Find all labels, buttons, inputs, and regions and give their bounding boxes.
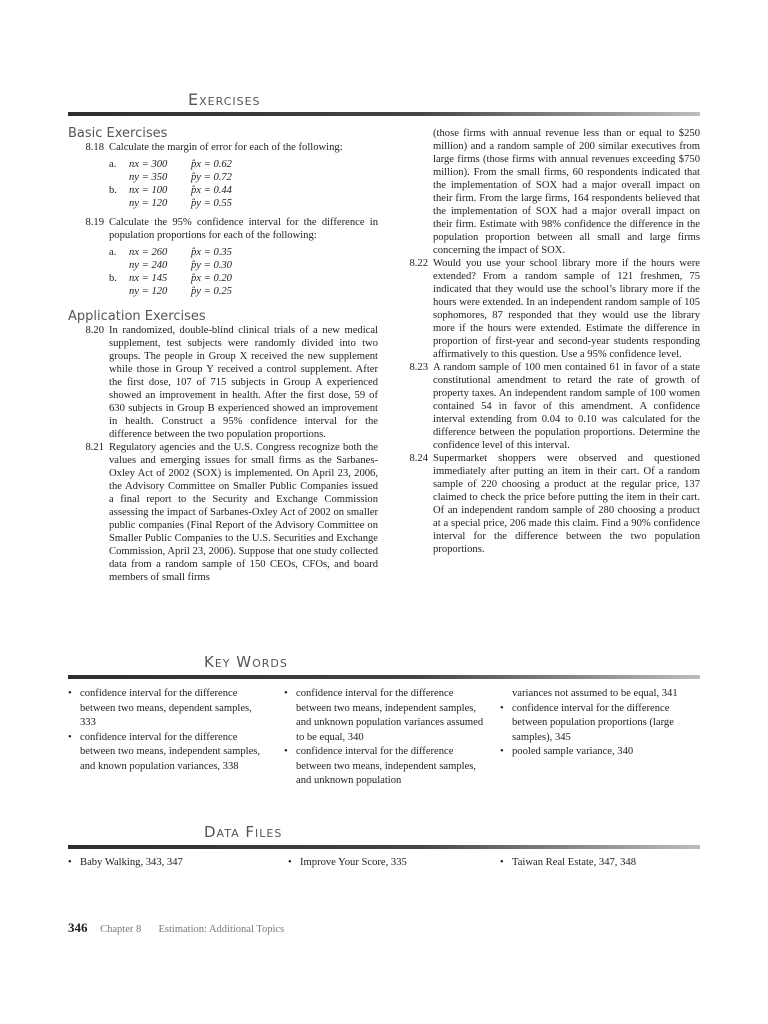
exercise-number: 8.18: [85, 142, 104, 153]
data-file-item: [68, 856, 268, 871]
sample-proportion: p̂x = 0.62: [191, 159, 232, 170]
sample-size: nx = 145: [129, 273, 168, 284]
data-file-text: Baby Walking, 343, 347: [80, 857, 183, 868]
part-label: b.: [109, 185, 117, 196]
bullet-icon: •: [68, 857, 72, 868]
exercise-text: (those firms with annual revenue less than or equal to $250 million) and a random sample of 200 similar executives from large firms (those firms with annual revenues exceeding $750 million). From the small firms, 60 respondents indicated that the implementation of SOX had a major overall impact on their firm. From the large firms, 164 respondents believed that the implementation of SOX had a major overall impact on their firm. Estimate with 98% confidence the difference in the population proportion between all small and large firms concerning the impact of SOX.: [433, 128, 700, 256]
key-word-text: variances not assumed to be equal, 341: [512, 688, 678, 699]
part-label: [109, 259, 119, 272]
part-label: a.: [109, 247, 117, 258]
key-words-column-1: [68, 687, 268, 774]
key-words-rule: [68, 675, 700, 679]
key-word-item: [284, 687, 484, 745]
sample-size: ny = 350: [129, 172, 168, 183]
left-column: [68, 126, 378, 584]
values-table: [109, 158, 378, 210]
key-word-text: confidence interval for the difference between two means, independent samples, and unknown population variances assumed to be equal, 340: [296, 688, 484, 743]
sample-size: ny = 240: [129, 260, 168, 271]
value-row: [109, 285, 378, 298]
page-number: 346: [68, 920, 88, 935]
exercise-text: Calculate the margin of error for each of the following:: [109, 142, 343, 153]
data-file-1: [68, 856, 268, 871]
continuation-indent: [392, 127, 433, 257]
application-exercises-heading: Application Exercises: [68, 309, 206, 324]
key-words-column-2: [284, 687, 484, 789]
data-files-title: Data Files: [204, 823, 283, 841]
part-label: [109, 285, 119, 298]
key-word-item: [68, 731, 268, 775]
sample-size: nx = 300: [129, 159, 168, 170]
key-word-text: pooled sample variance, 340: [512, 746, 634, 757]
bullet-icon: •: [500, 746, 504, 757]
sample-size: ny = 120: [129, 198, 168, 209]
bullet-icon: •: [284, 746, 288, 757]
sample-proportion: p̂x = 0.20: [191, 273, 232, 284]
sample-proportion: p̂y = 0.30: [191, 260, 232, 271]
exercise-8-20: [68, 324, 378, 441]
data-files-rule: [68, 845, 700, 849]
data-file-text: Improve Your Score, 335: [300, 857, 407, 868]
key-words-title: Key Words: [204, 653, 288, 671]
bullet-icon: •: [68, 688, 72, 699]
exercise-text: Calculate the 95% confidence interval for the difference in population proportions for each of the following:: [109, 217, 378, 241]
bullet-icon: •: [500, 857, 504, 868]
page-footer: [68, 920, 284, 936]
part-label: b.: [109, 273, 117, 284]
key-word-text: confidence interval for the difference between two means, dependent samples, 333: [80, 688, 252, 728]
key-word-continuation: [500, 687, 700, 702]
value-row: [109, 184, 378, 197]
value-row: [109, 158, 378, 171]
exercises-title: Exercises: [188, 90, 261, 109]
key-word-item: [500, 702, 700, 746]
exercise-8-18: [68, 141, 378, 212]
sample-size: ny = 120: [129, 286, 168, 297]
sample-proportion: p̂y = 0.25: [191, 286, 232, 297]
key-word-text: confidence interval for the difference between population proportions (large samples), 345: [512, 702, 674, 743]
key-word-item: [68, 687, 268, 731]
value-row: [109, 259, 378, 272]
value-row: [109, 246, 378, 259]
chapter-topic: Estimation: Additional Topics: [158, 924, 285, 935]
exercise-number: 8.23: [409, 362, 428, 373]
exercise-8-22: [392, 257, 700, 361]
value-row: [109, 272, 378, 285]
sample-size: nx = 260: [129, 247, 168, 258]
key-word-text: confidence interval for the difference between two means, independent samples, and unknown population: [296, 746, 477, 786]
key-word-text: confidence interval for the difference between two means, independent samples, and known population variances, 338: [80, 731, 261, 772]
key-word-item: [500, 745, 700, 760]
sample-proportion: p̂y = 0.72: [191, 172, 232, 183]
bullet-icon: •: [284, 688, 288, 699]
bullet-icon: •: [68, 731, 72, 743]
right-column: [392, 127, 700, 556]
exercise-8-21-continued: [392, 127, 700, 257]
bullet-icon: •: [288, 857, 292, 868]
data-file-3: [500, 856, 700, 871]
sample-proportion: p̂x = 0.44: [191, 185, 232, 196]
exercise-number: 8.20: [85, 325, 104, 336]
data-file-item: [500, 856, 700, 871]
bullet-icon: •: [500, 702, 504, 714]
exercise-text: A random sample of 100 men contained 61 in favor of a state constitutional amendment to retard the rate of growth of property taxes. An independent random sample of 100 women contained 54 in favor of this amendment. A confidence interval extending from 0.04 to 0.10 was calculated for the difference between the population proportions. Determine the confidence level of this interval.: [433, 362, 700, 451]
exercise-8-19: [68, 216, 378, 300]
exercise-8-21: [68, 441, 378, 584]
value-row: [109, 197, 378, 210]
sample-proportion: p̂y = 0.55: [191, 198, 232, 209]
exercise-number: 8.22: [409, 258, 428, 269]
data-file-text: Taiwan Real Estate, 347, 348: [512, 857, 636, 868]
sample-proportion: p̂x = 0.35: [191, 247, 232, 258]
exercises-rule: [68, 112, 700, 116]
sample-size: nx = 100: [129, 185, 168, 196]
chapter-label: Chapter 8: [100, 924, 142, 935]
part-label: [109, 197, 119, 210]
data-file-item: [288, 856, 488, 871]
basic-exercises-heading: Basic Exercises: [68, 126, 168, 141]
part-label: [109, 171, 119, 184]
values-table: [109, 246, 378, 298]
exercise-text: Supermarket shoppers were observed and questioned immediately after putting an item in their cart. Of a random sample of 220 choosing a product at the regular price, 137 claimed to check the price before putting the item in their cart. Of an independent random sample of 280 choosing a product at a special price, 206 made this claim. Find a 90% confidence interval for the difference between the two population proportions.: [433, 453, 700, 555]
exercise-number: 8.19: [85, 217, 104, 228]
value-row: [109, 171, 378, 184]
exercise-text: Regulatory agencies and the U.S. Congress recognize both the values and emerging issues for small firms as the Sarbanes-Oxley Act of 2002 (SOX) is implemented. On April 23, 2006, the Advisory Committee on Smaller Public Companies issued a final report to the Security and Exchange Commission assessing the impact of Sarbanes-Oxley Act of 2002 on smaller public companies (Final Report of the Advisory Committee on Smaller Public Companies to the U.S. Securities and Exchange Commission, April 23, 2006). Suppose that one study collected data from a random sample of 150 CEOs, CFOs, and board members of small firms: [109, 442, 378, 583]
exercise-8-23: [392, 361, 700, 452]
key-word-item: [284, 745, 484, 789]
exercise-text: Would you use your school library more if the hours were extended? From a random sample of 121 freshmen, 75 indicated that they would use the school’s library more if the hours were extended. In an independent random sample of 105 sophomores, 87 responded that they would use the library more if the hours were extended. Estimate the difference in proportion of first-year and second-year students responding affirmatively to this question. Use a 95% confidence level.: [433, 258, 700, 360]
exercise-number: 8.24: [409, 453, 428, 464]
exercise-number: 8.21: [85, 442, 104, 453]
exercise-text: In randomized, double-blind clinical trials of a new medical supplement, test subjects were randomly divided into two groups. The people in Group X received the new supplement while those in Group Y received a control supplement. After the first dose, 107 of 715 subjects in Group A experienced showed an improvement in health. After the first dose, 59 of 630 subjects in Group B experienced showed an improvement in health. Construct a 95% confidence interval for the difference between the two population proportions.: [109, 325, 378, 440]
key-words-column-3: [500, 687, 700, 760]
data-file-2: [288, 856, 488, 871]
part-label: a.: [109, 159, 117, 170]
exercise-8-24: [392, 452, 700, 556]
